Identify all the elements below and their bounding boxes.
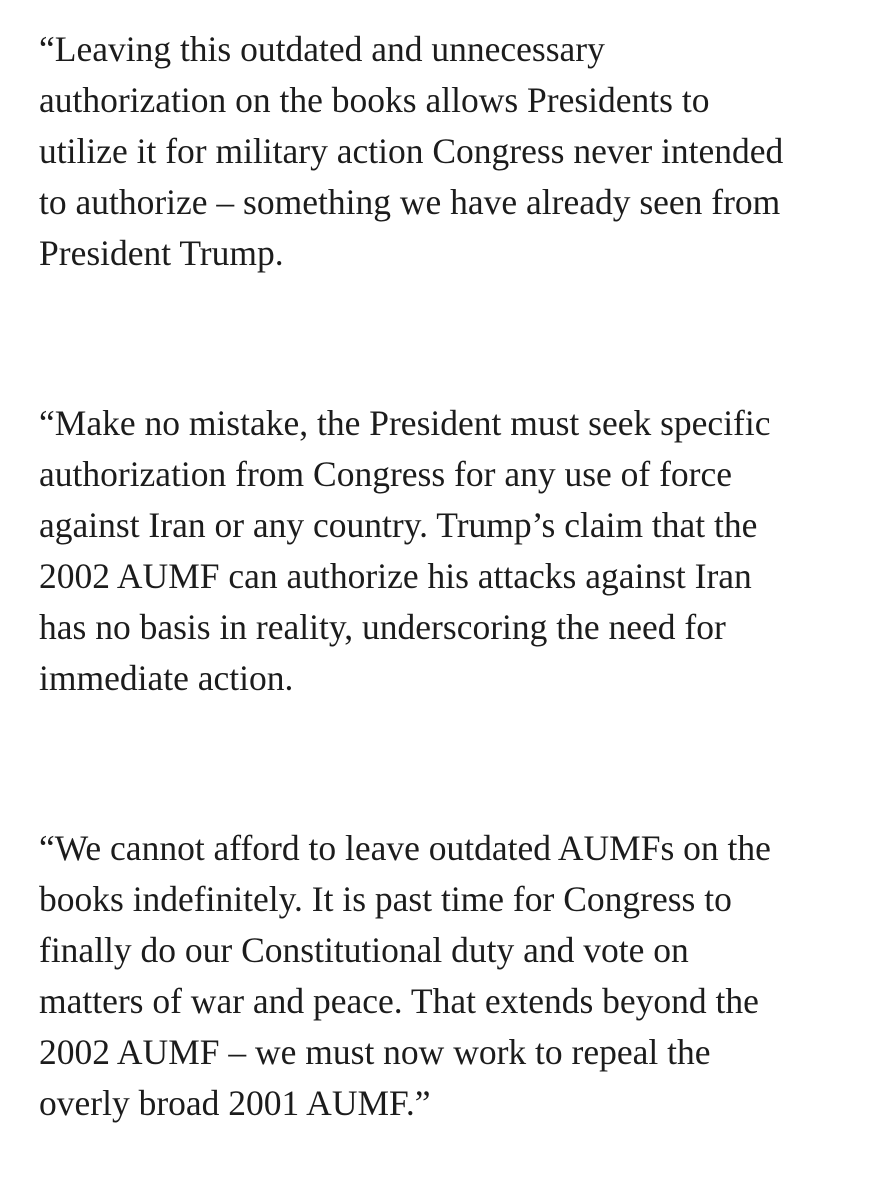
paragraph-2	[39, 398, 879, 704]
paragraph-1-line-2: authorization on the books allows Presidents to	[39, 80, 710, 120]
paragraph-2-line-3: against Iran or any country. Trump’s claim that the	[39, 505, 758, 545]
paragraph-2-line-2: authorization from Congress for any use of force	[39, 454, 733, 494]
paragraph-1-line-4: to authorize – something we have already seen from	[39, 182, 781, 222]
paragraph-3-line-5: 2002 AUMF – we must now work to repeal the	[39, 1032, 711, 1072]
paragraph-2-line-4: 2002 AUMF can authorize his attacks against Iran	[39, 556, 752, 596]
paragraph-2-line-1: “Make no mistake, the President must seek specific	[39, 403, 771, 443]
paragraph-3-line-1: “We cannot afford to leave outdated AUMFs on the	[39, 828, 771, 868]
paragraph-1	[39, 24, 879, 279]
paragraph-1-line-5: President Trump.	[39, 233, 284, 273]
paragraph-2-line-5: has no basis in reality, underscoring the need for	[39, 607, 726, 647]
paragraph-3-line-3: finally do our Constitutional duty and vote on	[39, 930, 689, 970]
paragraph-3-line-6: overly broad 2001 AUMF.”	[39, 1083, 431, 1123]
paragraph-1-line-1: “Leaving this outdated and unnecessary	[39, 29, 605, 69]
paragraph-3-line-4: matters of war and peace. That extends beyond the	[39, 981, 759, 1021]
paragraph-3-line-2: books indefinitely. It is past time for Congress to	[39, 879, 732, 919]
paragraph-2-line-6: immediate action.	[39, 658, 294, 698]
paragraph-3	[39, 823, 879, 1129]
paragraph-1-line-3: utilize it for military action Congress never intended	[39, 131, 784, 171]
statement-document	[39, 0, 879, 1200]
